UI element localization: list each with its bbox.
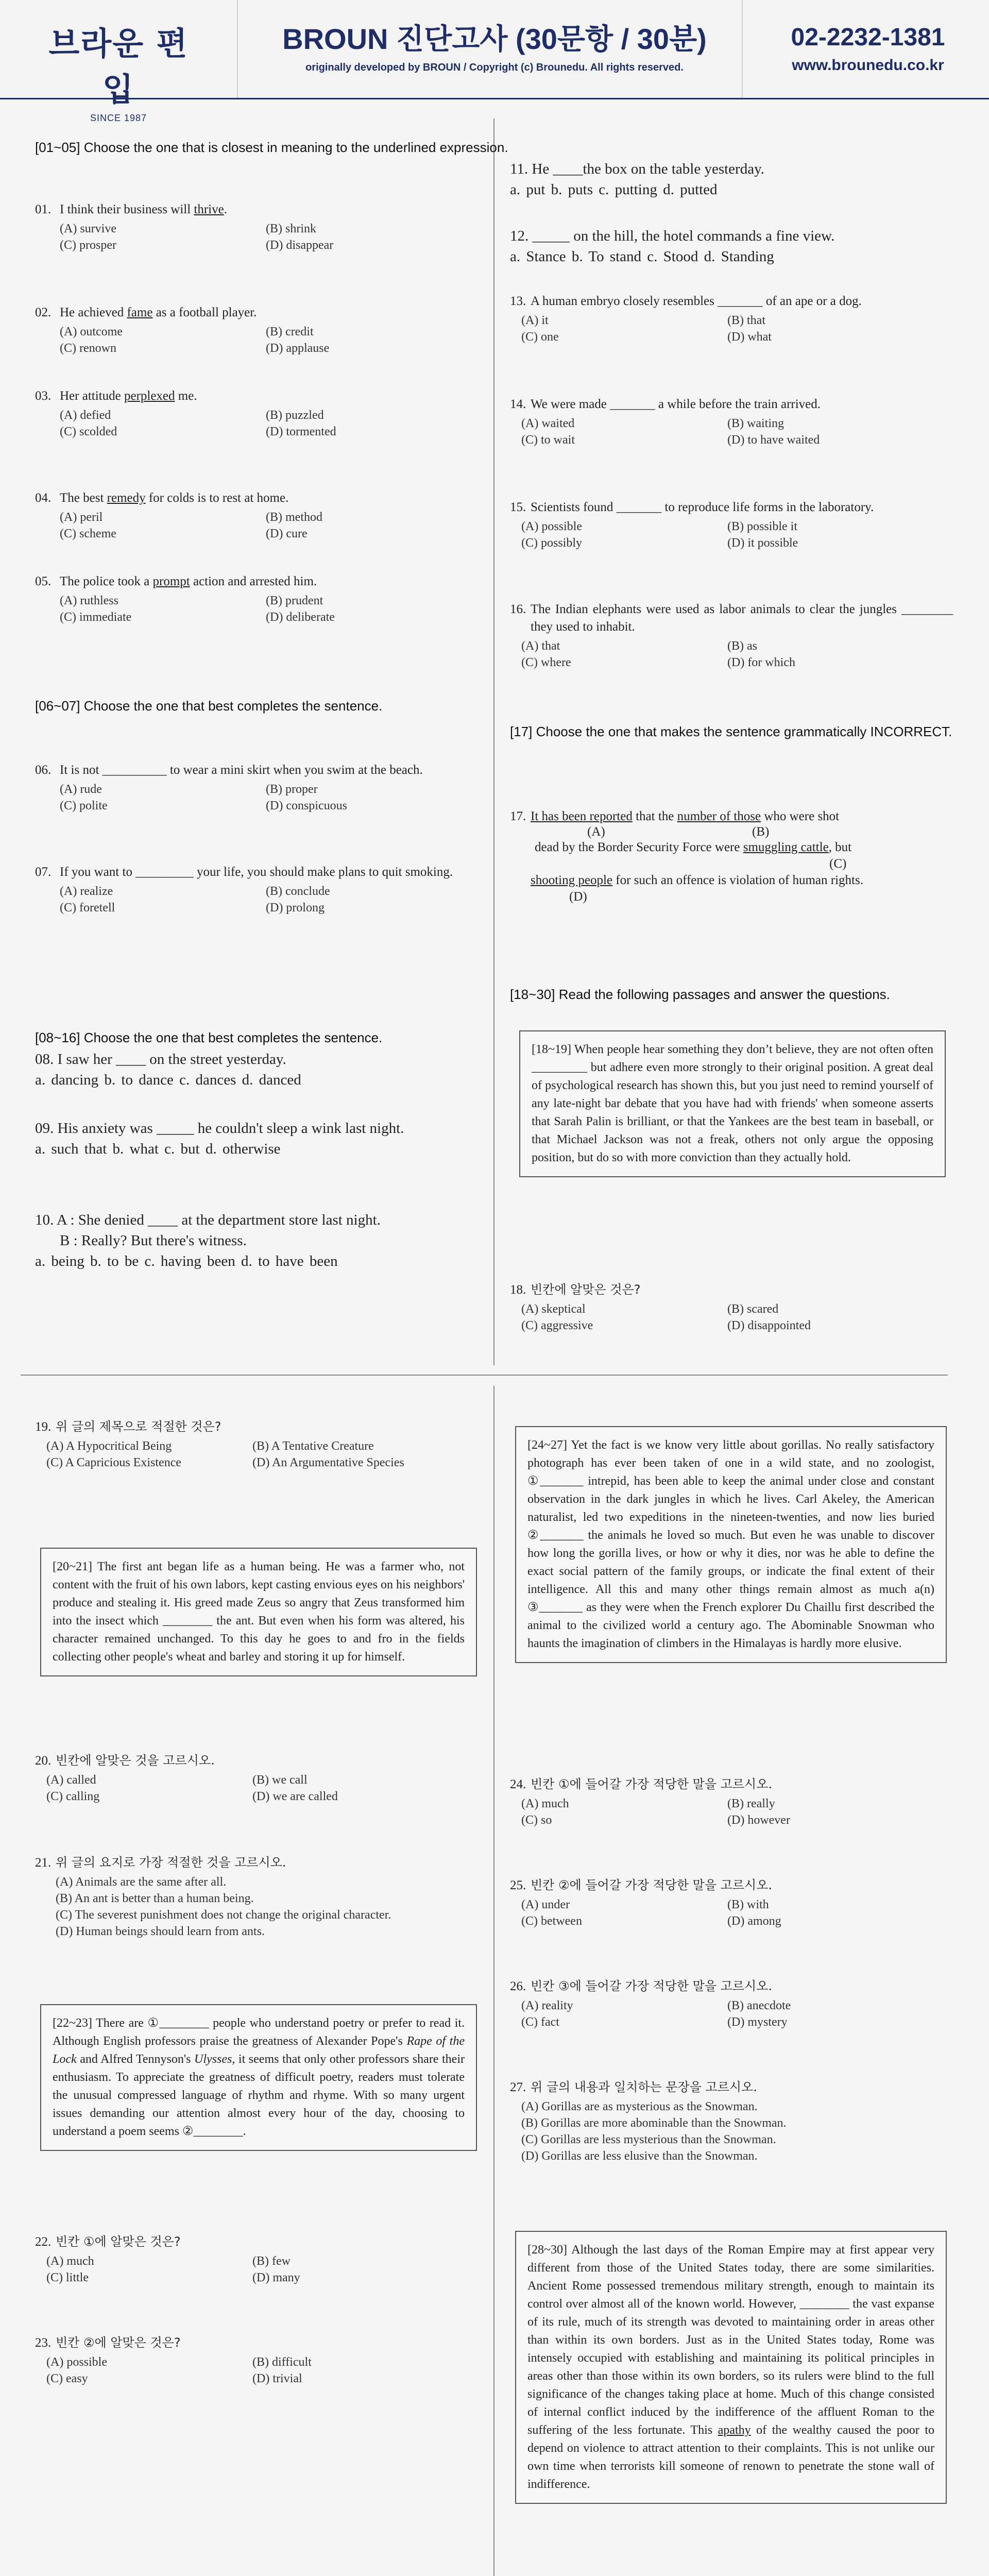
column-divider <box>493 1386 494 2576</box>
option-c[interactable]: (C) immediate <box>60 611 132 624</box>
option-c[interactable]: (C) The severest punishment does not change the original character. <box>56 1908 391 1922</box>
option-a[interactable]: (A) under <box>521 1898 570 1911</box>
option-c[interactable]: (C) so <box>521 1814 552 1827</box>
option-d[interactable]: (D) what <box>727 330 772 344</box>
option-d[interactable]: (D) prolong <box>266 901 325 914</box>
marker-b: (B) <box>752 825 770 839</box>
option-a[interactable]: (A) that <box>521 639 560 653</box>
option-b[interactable]: (B) conclude <box>266 885 330 898</box>
question-06: 06. It is not __________ to wear a mini skirt when you swim at the beach. (A) rude (B) proper (C) polite (D) conspicuous <box>35 761 479 814</box>
question-number: 26. <box>510 1979 526 1993</box>
option-a[interactable]: (A) ruthless <box>60 594 118 607</box>
option-d[interactable]: (D) for which <box>727 656 795 669</box>
option-c[interactable]: (C) one <box>521 330 559 344</box>
underlined-part-a: It has been reported <box>531 809 633 823</box>
option-b[interactable]: (B) really <box>727 1797 775 1810</box>
question-09: 09. His anxiety was _____ he couldn't sleep a wink last night. a. such that b. what c. but d. otherwise <box>35 1118 479 1159</box>
option-c[interactable]: (C) easy <box>46 2372 88 2385</box>
question-12: 12. _____ on the hill, the hotel commands a fine view. a. Stance b. To stand c. Stood d. Standing <box>510 226 953 267</box>
question-number: 23. <box>35 2336 52 2350</box>
section-heading: [18~30] Read the following passages and answer the questions. <box>510 987 890 1002</box>
option-c[interactable]: (C) calling <box>46 1790 100 1803</box>
question-08: 08. I saw her ____ on the street yesterday. a. dancing b. to dance c. dances d. danced <box>35 1049 479 1090</box>
option-b[interactable]: (B) possible it <box>727 520 797 533</box>
inline-options[interactable]: a. being b. to be c. having been d. to have been <box>35 1253 338 1269</box>
option-a[interactable]: (A) peril <box>60 511 103 524</box>
option-a[interactable]: (A) much <box>46 2255 94 2268</box>
passage-20-21: [20~21] The first ant began life as a human being. He was a farmer who, not content with the fruit of his own labors, kept casting envious eyes on his neighbors' produce and stealing it. His greed made Zeus so angry that Zeus transformed him into the insect which ________ the ant. But even when his form was altered, his character remained unchanged. To this day he goes to and fro in the fields collecting other people's wheat and barley and storing it up for himself. <box>40 1548 477 1676</box>
question-23: 23. 빈칸 ②에 알맞은 것은? (A) possible (B) difficult (C) easy (D) trivial <box>35 2334 479 2387</box>
section-heading: [08~16] Choose the one that best completes the sentence. <box>35 1030 383 1045</box>
option-a[interactable]: (A) it <box>521 314 549 327</box>
header-divider <box>742 0 743 98</box>
option-c[interactable]: (C) A Capricious Existence <box>46 1456 181 1469</box>
question-04: 04. The best remedy for colds is to rest at home. (A) peril (B) method (C) scheme (D) cure <box>35 489 479 542</box>
option-c[interactable]: (C) renown <box>60 342 116 355</box>
question-number: 19. <box>35 1420 52 1434</box>
passage-28-30: [28~30] Although the last days of the Roman Empire may at first appear very different from those of the United States today, there are some similarities. Ancient Rome possessed tremendous military strength, enough to maintain its control over almost all of the known world. However, ________ the vast expanse of its rule, much of its strength was devoted to maintaining order in areas other than within its own borders. Just as in the United States today, Rome was intensely occupied with establishing and maintaining its political principles in areas other than those within its own borders, so its rulers were blind to the full significance of the changes taking place at home. Much of this change consisted of internal conflict induced by the indifference of the affluent Roman to the suffering of the less fortunate. This apathy of the wealthy caused the poor to depend on violence to attract attention to their complaints. This is not unlike our own time when terrorists kill someone of renown to penetrate the stone wall of indifference. <box>515 2231 947 2504</box>
option-a[interactable]: (A) waited <box>521 417 575 430</box>
option-a[interactable]: (A) defied <box>60 409 111 422</box>
question-21: 21. 위 글의 요지로 가장 적절한 것을 고르시오. (A) Animals are the same after all. (B) An ant is better than a human being. (C) The severest punishment does not change the original character. (D) Human beings should learn from ants. <box>35 1854 479 1940</box>
inline-options[interactable]: a. put b. puts c. putting d. putted <box>510 181 718 198</box>
option-a[interactable]: (A) reality <box>521 1999 573 2012</box>
question-number: 02. <box>35 306 52 319</box>
option-a[interactable]: (A) A Hypocritical Being <box>46 1439 172 1453</box>
section-heading: [01~05] Choose the one that is closest in meaning to the underlined expression. <box>35 140 508 155</box>
question-17: 17. It has been reported that the number of those who were shot (A) (B) dead by the Border Security Force were smuggling cattle, but (C) shooting people for such an offence is violation of human rights. (D) <box>510 808 953 921</box>
option-c[interactable]: (C) polite <box>60 799 108 812</box>
question-number: 17. <box>510 809 526 823</box>
question-15: 15. Scientists found _______ to reproduce life forms in the laboratory. (A) possible (B) possible it (C) possibly (D) it possible <box>510 499 953 551</box>
option-c[interactable]: (C) aggressive <box>521 1319 593 1332</box>
option-d[interactable]: (D) cure <box>266 527 308 540</box>
question-number: 07. <box>35 865 52 879</box>
underlined-part-b: number of those <box>677 809 761 823</box>
question-07: 07. If you want to _________ your life, you should make plans to quit smoking. (A) realize (B) conclude (C) foretell (D) prolong <box>35 863 479 916</box>
option-b[interactable]: (B) as <box>727 639 757 653</box>
question-number: 27. <box>510 2080 526 2094</box>
question-number: 18. <box>510 1283 526 1297</box>
option-d[interactable]: (D) among <box>727 1914 781 1928</box>
option-b[interactable]: (B) with <box>727 1898 769 1911</box>
question-18: 18. 빈칸에 알맞은 것은? (A) skeptical (B) scared (C) aggressive (D) disappointed <box>510 1281 953 1334</box>
option-b[interactable]: (B) proper <box>266 783 318 796</box>
page-header <box>0 0 989 123</box>
question-14: 14. We were made _______ a while before the train arrived. (A) waited (B) waiting (C) to wait (D) to have waited <box>510 396 953 448</box>
question-02: 02. He achieved fame as a football player. (A) outcome (B) credit (C) renown (D) applause <box>35 304 479 357</box>
passage-18-19: [18~19] When people hear something they don’t believe, they are not often often _________ but adhere even more strongly to their original position. A great deal of psychological research has shown this, but you just need to remind yourself of any late-night bar debate that you have had with friends' when someone asserts that Sarah Palin is brilliant, or that the Yankees are the best team in baseball, or that Michael Jackson was not a freak, others not only argue the opposing position, but do so with more conviction than they actually hold. <box>519 1030 946 1177</box>
option-b[interactable]: (B) few <box>252 2255 291 2268</box>
option-b[interactable]: (B) anecdote <box>727 1999 791 2012</box>
underlined-word: fame <box>127 306 153 319</box>
option-a[interactable]: (A) called <box>46 1773 96 1787</box>
option-d[interactable]: (D) conspicuous <box>266 799 347 812</box>
option-a[interactable]: (A) rude <box>60 783 102 796</box>
brand-logo[interactable] <box>36 18 201 124</box>
italic-title: Ulysses <box>194 2053 232 2066</box>
option-d[interactable]: (D) An Argumentative Species <box>252 1456 404 1469</box>
option-d[interactable]: (D) to have waited <box>727 433 820 447</box>
option-c[interactable]: (C) to wait <box>521 433 575 447</box>
option-a[interactable]: (A) Animals are the same after all. <box>56 1875 227 1889</box>
passage-22-23: [22~23] There are ①________ people who understand poetry or prefer to read it. Although English professors praise the greatness of Alexander Pope's Rape of the Lock and Alfred Tennyson's Ulysses, it seems that only other professors share their enthusiasm. To appreciate the greatness of difficult poetry, readers must tolerate the unusual compressed language of rhythm and rhyme. With so many urgent issues demanding our attention almost every hour of the day, choosing to understand a poem seems ②________. <box>40 2004 477 2151</box>
question-26: 26. 빈칸 ③에 들어갈 가장 적당한 말을 고르시오. (A) reality (B) anecdote (C) fact (D) mystery <box>510 1977 953 2030</box>
contact-phone: 02-2232-1381 <box>791 24 945 51</box>
passage-24-27: [24~27] Yet the fact is we know very little about gorillas. No really satisfactory photograph has ever been taken of one in a wild state, and no zoologist, ①_______ intrepid, has been able to keep the animal under close and constant observation in the dark jungles in which he lives. Carl Akeley, the American naturalist, led two expeditions in the nineteen-twenties, and now lies buried ②_______ the animals he loved so much. But even he was unable to discover how long the gorilla lives, or how or why it dies, nor was he able to define the exact social pattern of the family groups, or indicate the final extent of their intelligence. All this and many other things remain almost as much a(n) ③_______ as they were when the French explorer Du Chaillu first described the animal to the civilized world a century ago. The Abominable Snowman who haunts the imagination of climbers in the Himalayas is hardly more elusive. <box>515 1426 947 1663</box>
section-heading: [17] Choose the one that makes the sentence grammatically INCORRECT. <box>510 724 952 739</box>
question-number: 04. <box>35 491 52 505</box>
marker-a: (A) <box>587 825 605 839</box>
option-d[interactable]: (D) applause <box>266 342 330 355</box>
question-number: 14. <box>510 397 526 411</box>
underlined-word: perplexed <box>124 389 175 403</box>
question-20: 20. 빈칸에 알맞은 것을 고르시오. (A) called (B) we call (C) calling (D) we are called <box>35 1752 479 1805</box>
question-number: 06. <box>35 763 52 777</box>
page-subtitle: originally developed by BROUN / Copyright (c) Brounedu. All rights reserved. <box>305 62 684 73</box>
question-number: 21. <box>35 1856 52 1870</box>
question-03: 03. Her attitude perplexed me. (A) defied (B) puzzled (C) scolded (D) tormented <box>35 387 479 440</box>
option-a[interactable]: (A) skeptical <box>521 1302 586 1316</box>
option-d[interactable]: (D) tormented <box>266 425 336 438</box>
option-b[interactable]: (B) prudent <box>266 594 323 607</box>
question-number: 25. <box>510 1878 526 1892</box>
option-c[interactable]: (C) scheme <box>60 527 116 540</box>
underlined-word: thrive <box>194 202 224 216</box>
italic-title: Rape of the Lock <box>53 2035 465 2066</box>
option-b[interactable]: (B) we call <box>252 1773 308 1787</box>
logo-wordmark: 브라운 편입 <box>48 25 189 108</box>
option-c[interactable]: (C) little <box>46 2271 89 2284</box>
option-d[interactable]: (D) it possible <box>727 536 798 550</box>
header-divider <box>237 0 238 98</box>
option-b[interactable]: (B) that <box>727 314 765 327</box>
option-d[interactable]: (D) Gorillas are less elusive than the Snowman. <box>521 2149 758 2163</box>
inline-options[interactable]: a. dancing b. to dance c. dances d. danced <box>35 1072 301 1088</box>
logo-since: SINCE 1987 <box>90 113 147 123</box>
option-c[interactable]: (C) fact <box>521 2015 559 2029</box>
option-d[interactable]: (D) deliberate <box>266 611 335 624</box>
option-a[interactable]: (A) outcome <box>60 325 123 338</box>
question-number: 22. <box>35 2235 52 2249</box>
option-b[interactable]: (B) An ant is better than a human being. <box>56 1892 254 1905</box>
underlined-word: apathy <box>718 2424 751 2437</box>
question-number: 24. <box>510 1777 526 1791</box>
option-b[interactable]: (B) scared <box>727 1302 779 1316</box>
question-13: 13. A human embryo closely resembles _______ of an ape or a dog. (A) it (B) that (C) one (D) what <box>510 293 953 345</box>
question-number: 15. <box>510 500 526 514</box>
option-a[interactable]: (A) possible <box>521 520 582 533</box>
option-b[interactable]: (B) shrink <box>266 222 316 235</box>
option-b[interactable]: (B) waiting <box>727 417 784 430</box>
column-divider <box>493 118 494 1365</box>
marker-d: (D) <box>569 890 587 904</box>
marker-c: (C) <box>829 857 847 871</box>
question-number: 03. <box>35 389 52 403</box>
option-d[interactable]: (D) disappear <box>266 239 334 252</box>
option-a[interactable]: (A) much <box>521 1797 569 1810</box>
question-number: 05. <box>35 574 52 588</box>
option-b[interactable]: (B) Gorillas are more abominable than the Snowman. <box>521 2116 787 2130</box>
question-10: 10. A : She denied ____ at the department store last night. B : Really? But there's witness. a. being b. to be c. having been d. to have been <box>35 1210 479 1272</box>
option-a[interactable]: (A) survive <box>60 222 116 235</box>
question-24: 24. 빈칸 ①에 들어갈 가장 적당한 말을 고르시오. (A) much (B) really (C) so (D) however <box>510 1775 953 1828</box>
website-link[interactable]: www.brounedu.co.kr <box>792 57 944 74</box>
option-c[interactable]: (C) possibly <box>521 536 583 550</box>
question-11: 11. He ____the box on the table yesterday. a. put b. puts c. putting d. putted <box>510 159 953 200</box>
inline-options[interactable]: a. such that b. what c. but d. otherwise <box>35 1141 281 1157</box>
underlined-part-c: smuggling cattle <box>743 840 829 854</box>
underlined-part-d: shooting people <box>531 873 613 887</box>
option-c[interactable]: (C) between <box>521 1914 582 1928</box>
page-break-rule <box>21 1375 948 1376</box>
question-01: 01. I think their business will thrive. (A) survive (B) shrink (C) prosper (D) disappear <box>35 201 479 253</box>
option-d[interactable]: (D) many <box>252 2271 300 2284</box>
option-c[interactable]: (C) foretell <box>60 901 115 914</box>
question-05: 05. The police took a prompt action and arrested him. (A) ruthless (B) prudent (C) immediate (D) deliberate <box>35 573 479 625</box>
option-a[interactable]: (A) possible <box>46 2355 107 2369</box>
option-a[interactable]: (A) Gorillas are as mysterious as the Snowman. <box>521 2100 758 2113</box>
option-c[interactable]: (C) scolded <box>60 425 117 438</box>
option-a[interactable]: (A) realize <box>60 885 113 898</box>
question-27: 27. 위 글의 내용과 일치하는 문장을 고르시오. (A) Gorillas are as mysterious as the Snowman. (B) Gorillas are more abominable than the Snowman. (C) Gorillas are less mysterious than the Snowman. (D) Gorillas are less elusive than the Snowman. <box>510 2078 953 2164</box>
option-d[interactable]: (D) trivial <box>252 2372 302 2385</box>
question-number: 20. <box>35 1754 52 1768</box>
inline-options[interactable]: a. Stance b. To stand c. Stood d. Standing <box>510 248 774 265</box>
option-d[interactable]: (D) disappointed <box>727 1319 811 1332</box>
option-d[interactable]: (D) however <box>727 1814 790 1827</box>
page-title: BROUN 진단고사 (30문항 / 30분) <box>282 23 707 55</box>
option-c[interactable]: (C) prosper <box>60 239 116 252</box>
question-number: 13. <box>510 294 526 308</box>
section-heading: [06~07] Choose the one that best completes the sentence. <box>35 698 383 714</box>
option-b[interactable]: (B) A Tentative Creature <box>252 1439 374 1453</box>
option-b[interactable]: (B) credit <box>266 325 314 338</box>
option-d[interactable]: (D) Human beings should learn from ants. <box>56 1925 265 1938</box>
option-b[interactable]: (B) difficult <box>252 2355 312 2369</box>
option-c[interactable]: (C) where <box>521 656 571 669</box>
option-b[interactable]: (B) puzzled <box>266 409 324 422</box>
underlined-word: prompt <box>152 574 190 588</box>
question-22: 22. 빈칸 ①에 알맞은 것은? (A) much (B) few (C) little (D) many <box>35 2233 479 2286</box>
question-number: 16. <box>510 602 526 616</box>
question-25: 25. 빈칸 ②에 들어갈 가장 적당한 말을 고르시오. (A) under (B) with (C) between (D) among <box>510 1876 953 1929</box>
option-d[interactable]: (D) mystery <box>727 2015 788 2029</box>
underlined-word: remedy <box>107 491 146 505</box>
question-19: 19. 위 글의 제목으로 적절한 것은? (A) A Hypocritical Being (B) A Tentative Creature (C) A Capricious Existence (D) An Argumentative Species <box>35 1418 479 1471</box>
question-number: 01. <box>35 202 52 216</box>
question-16: 16. The Indian elephants were used as labor animals to clear the jungles ________ they used to inhabit. (A) that (B) as (C) where (D) for which <box>510 601 953 671</box>
option-d[interactable]: (D) we are called <box>252 1790 338 1803</box>
option-c[interactable]: (C) Gorillas are less mysterious than the Snowman. <box>521 2133 776 2146</box>
option-b[interactable]: (B) method <box>266 511 322 524</box>
